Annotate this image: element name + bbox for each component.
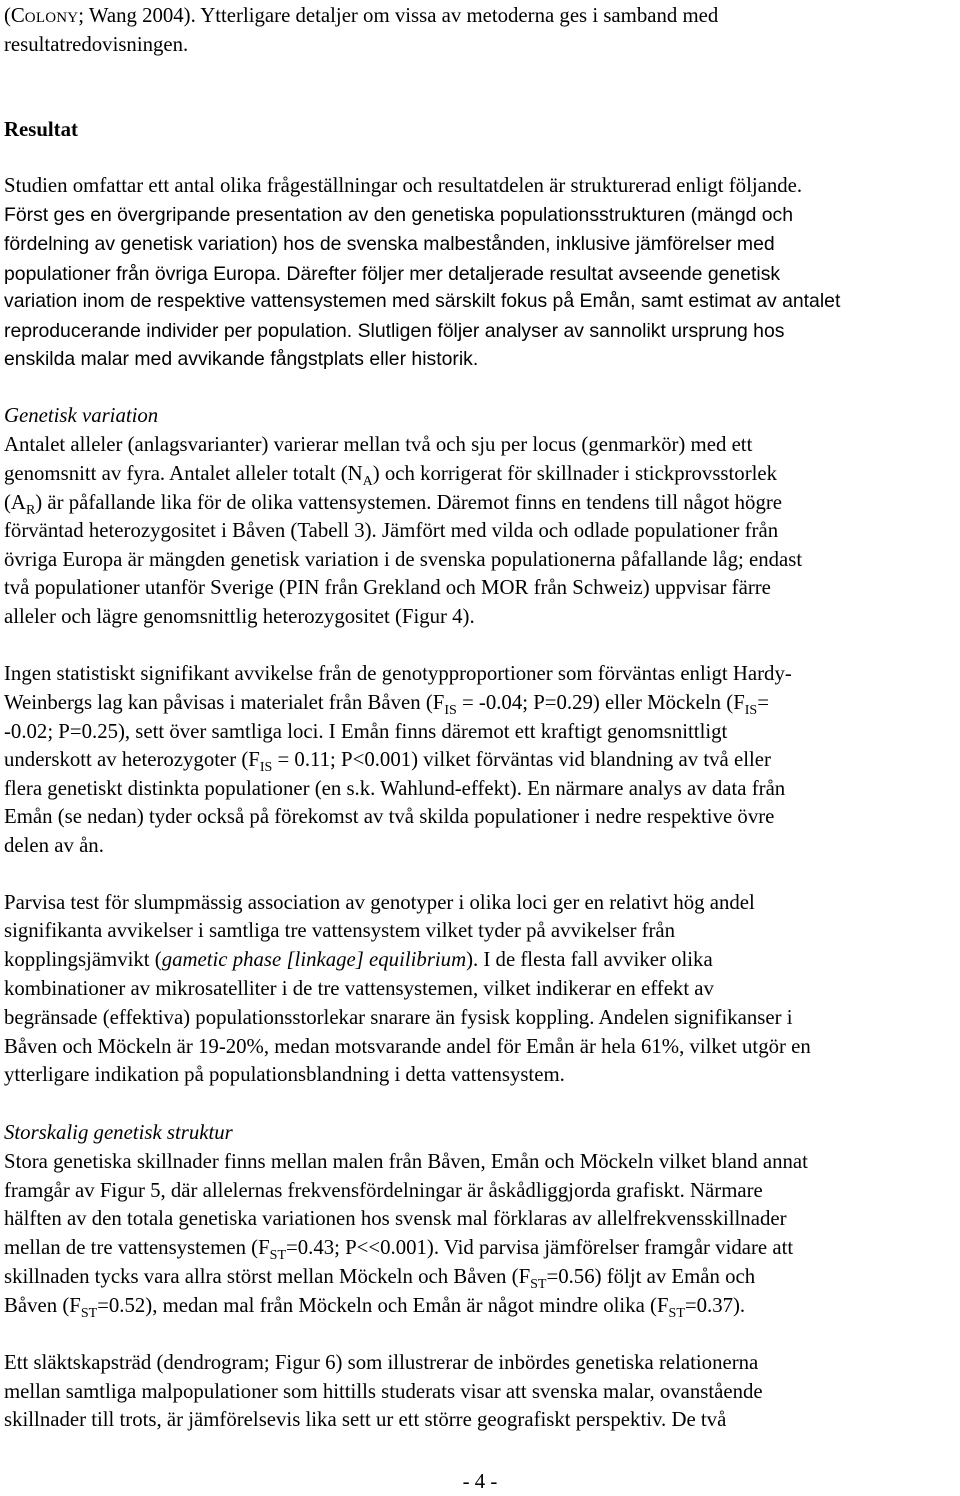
paragraph-line: mellan de tre vattensystemen ($F_{ST}=0.43$; P<<0.001). Vid parvisa jämförelser framgår vidare att (4, 1236, 794, 1263)
intro-line: resultatredovisningen. (4, 33, 189, 56)
paragraph-line: -0.02; P=0.25), sett över samtliga loci. I Emån finns däremot ett kraftigt genomsnittligt (4, 720, 728, 743)
paragraph-line: Båven och Möckeln är 19-20%, medan motsvarande andel för Emån är hela 61%, vilket utgör en (4, 1035, 811, 1058)
paragraph-line: genomsnitt av fyra. Antalet alleler totalt $(N_A)$ och korrigerat för skillnader i stickprovsstorlek (4, 462, 778, 489)
paragraph-line: Parvisa test för slumpmässig association av genotyper i olika loci ger en relativt hög andel (4, 891, 755, 914)
paragraph-line: Antalet alleler (anlagsvarianter) varierar mellan två och sju per locus (genmarkör) med ett (4, 433, 753, 456)
paragraph-line: flera genetiskt distinkta populationer (en s.k. Wahlund-effekt). En närmare analys av data från (4, 777, 786, 800)
paragraph-line: $(A_R)$ är påfallande lika för de olika vattensystemen. Däremot finns en tendens till något högre (4, 491, 783, 518)
paragraph-line: Ingen statistiskt signifikant avvikelse från de genotypproportioner som förväntas enligt Hardy- (4, 662, 792, 685)
intro-line: (COLONY; Wang 2004). Ytterligare detaljer om vissa av metoderna ges i samband med (4, 4, 719, 27)
paragraph-line: framgår av Figur 5, där allelernas frekvensfördelningar är åskådliggjorda grafiskt. Närmare (4, 1179, 763, 1202)
paragraph-line: hälften av den totala genetiska variationen hos svensk mal förklaras av allelfrekvensskillnader (4, 1207, 787, 1230)
overview-line: variation inom de respektive vattensystemen med särskilt fokus på Emån, samt estimat av antalet (4, 290, 841, 312)
paragraph-line: Weinbergs lag kan påvisas i materialet från Båven ($F_{IS} = -0.04$; P=0.29) eller Möckeln ($F_{IS}=$ (4, 691, 769, 718)
overview-line: Studien omfattar ett antal olika frågeställningar och resultatdelen är strukturerad enligt följande. (4, 174, 803, 197)
paragraph-line: kombinationer av mikrosatelliter i de tre vattensystemen, vilket indikerar en effekt av (4, 977, 714, 1000)
paragraph-line: signifikanta avvikelser i samtliga tre vattensystem vilket tyder på avvikelser från (4, 919, 676, 942)
paragraph-line: skillnaden tycks vara allra störst mellan Möckeln och Båven $(F_{ST}=0.56)$ följt av Emån och (4, 1265, 756, 1292)
subsection-heading: Storskalig genetisk struktur (4, 1121, 233, 1144)
overview-line: reproducerande individer per population. Slutligen följer analyser av sannolikt ursprung hos (4, 320, 785, 342)
subsection-heading: Genetisk variation (4, 404, 159, 427)
paragraph-line: kopplingsjämvikt (gametic phase [linkage] equilibrium). I de flesta fall avviker olika (4, 948, 713, 971)
overview-line: fördelning av genetisk variation) hos de svenska malbestånden, inklusive jämförelser med (4, 233, 775, 255)
paragraph-line: delen av ån. (4, 834, 104, 857)
paragraph-line: alleler och lägre genomsnittlig heterozygositet (Figur 4). (4, 605, 475, 628)
paragraph-line: Emån (se nedan) tyder också på förekomst av två skilda populationer i nedre respektive övre (4, 805, 775, 828)
paragraph-line: två populationer utanför Sverige (PIN från Grekland och MOR från Schweiz) uppvisar färre (4, 576, 771, 599)
paragraph-line: underskott av heterozygoter ($F_{IS} = 0.11$; P<0.001) vilket förväntas vid blandning av två eller (4, 748, 771, 775)
paragraph-line: förväntad heterozygositet i Båven (Tabell 3). Jämfört med vilda och odlade populationer från (4, 519, 779, 542)
section-heading: Resultat (4, 118, 78, 141)
paragraph-line: övriga Europa är mängden genetisk variation i de svenska populationerna påfallande låg; endast (4, 548, 803, 571)
paragraph-line: mellan samtliga malpopulationer som hittills studerats visar att svenska malar, ovanstående (4, 1380, 763, 1403)
paragraph-line: begränsade (effektiva) populationsstorlekar snarare än fysisk koppling. Andelen signifikanser i (4, 1006, 793, 1029)
paragraph-line: Stora genetiska skillnader finns mellan malen från Båven, Emån och Möckeln vilket bland annat (4, 1150, 808, 1173)
overview-line: populationer från övriga Europa. Därefter följer mer detaljerade resultat avseende genetisk (4, 263, 781, 285)
paragraph-line: ytterligare indikation på populationsblandning i detta vattensystem. (4, 1063, 565, 1086)
overview-line: enskilda malar med avvikande fångstplats eller historik. (4, 348, 479, 370)
paragraph-line: Ett släktskapsträd (dendrogram; Figur 6) som illustrerar de inbördes genetiska relationerna (4, 1351, 759, 1374)
page-number: - 4 - (462, 1470, 498, 1493)
paragraph-line: skillnader till trots, är jämförelsevis lika sett ur ett större geografiskt perspektiv. De två (4, 1408, 727, 1431)
overview-line: Först ges en övergripande presentation av den genetiska populationsstrukturen (mängd och (4, 204, 794, 226)
paragraph-line: Båven $(F_{ST}=0.52)$, medan mal från Möckeln och Emån är något mindre olika $(F_{ST}=0.37)$. (4, 1294, 746, 1321)
